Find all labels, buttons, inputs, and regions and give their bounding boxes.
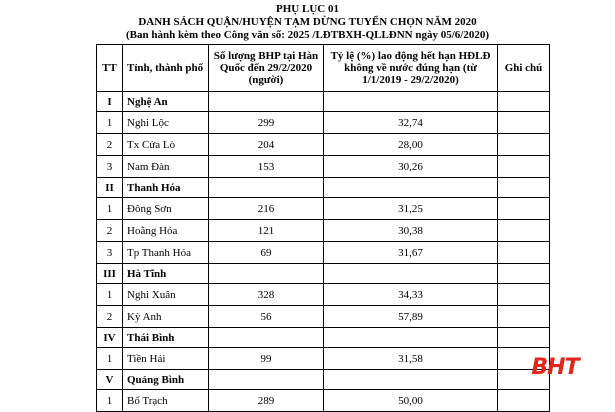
row-rate: 30,38 (324, 220, 498, 242)
group-name: Nghệ An (123, 92, 209, 112)
row-workers: 216 (209, 198, 324, 220)
row-name: Hoằng Hóa (123, 220, 209, 242)
row-tt: 2 (97, 306, 123, 328)
row-tt: 2 (97, 134, 123, 156)
header-workers: Số lượng BHP tại Hàn Quốc đến 29/2/2020 (người) (209, 45, 324, 92)
group-roman: III (97, 264, 123, 284)
group-name: Thanh Hóa (123, 178, 209, 198)
row-workers: 328 (209, 284, 324, 306)
group-roman: II (97, 178, 123, 198)
row-workers: 121 (209, 220, 324, 242)
row-workers: 299 (209, 112, 324, 134)
row-notes (498, 306, 550, 328)
row-tt: 1 (97, 284, 123, 306)
group-roman: I (97, 92, 123, 112)
row-name: Đông Sơn (123, 198, 209, 220)
group-row (97, 264, 550, 284)
group-name: Thái Bình (123, 328, 209, 348)
table-row (97, 198, 550, 220)
group-roman: IV (97, 328, 123, 348)
row-rate: 34,33 (324, 284, 498, 306)
row-tt: 1 (97, 348, 123, 370)
row-workers: 204 (209, 134, 324, 156)
table-row (97, 242, 550, 264)
row-rate: 57,89 (324, 306, 498, 328)
row-tt: 1 (97, 112, 123, 134)
row-workers: 56 (209, 306, 324, 328)
row-tt: 3 (97, 156, 123, 178)
row-workers: 289 (209, 390, 324, 412)
appendix-title: PHỤ LỤC 01 (276, 3, 339, 15)
table-row (97, 390, 550, 412)
group-name: Hà Tĩnh (123, 264, 209, 284)
bht-logo-watermark: BHT (531, 354, 579, 380)
row-name: Tiền Hải (123, 348, 209, 370)
group-row (97, 328, 550, 348)
row-tt: 3 (97, 242, 123, 264)
header-notes: Ghi chú (498, 45, 550, 92)
row-rate: 32,74 (324, 112, 498, 134)
row-notes (498, 220, 550, 242)
group-roman: V (97, 370, 123, 390)
row-workers: 69 (209, 242, 324, 264)
group-row (97, 92, 550, 112)
row-tt: 1 (97, 390, 123, 412)
row-notes (498, 112, 550, 134)
group-row (97, 178, 550, 198)
row-notes (498, 242, 550, 264)
row-notes (498, 284, 550, 306)
row-rate: 31,67 (324, 242, 498, 264)
table-header-row (97, 45, 550, 92)
row-rate: 28,00 (324, 134, 498, 156)
row-rate: 30,26 (324, 156, 498, 178)
table-row (97, 112, 550, 134)
table-row (97, 134, 550, 156)
row-tt: 1 (97, 198, 123, 220)
issuance-note: (Ban hành kèm theo Công văn số: 2025 /LĐTBXH-QLLĐNN ngày 05/6/2020) (125, 29, 490, 41)
document-subtitle: DANH SÁCH QUẬN/HUYỆN TẠM DỪNG TUYỂN CHỌN NĂM 2020 (138, 16, 477, 28)
row-name: Tx Cửa Lò (123, 134, 209, 156)
row-notes (498, 198, 550, 220)
row-rate: 31,25 (324, 198, 498, 220)
table-row (97, 220, 550, 242)
header-province: Tỉnh, thành phố (123, 45, 209, 92)
row-notes (498, 134, 550, 156)
row-name: Nghi Xuân (123, 284, 209, 306)
row-name: Tp Thanh Hóa (123, 242, 209, 264)
row-rate: 50,00 (324, 390, 498, 412)
row-tt: 2 (97, 220, 123, 242)
district-table (96, 44, 550, 412)
row-rate: 31,58 (324, 348, 498, 370)
row-name: Bố Trạch (123, 390, 209, 412)
header-tt: TT (97, 45, 123, 92)
header-rate: Tỷ lệ (%) lao động hết hạn HĐLĐ không về nước đúng hạn (từ 1/1/2019 - 29/2/2020) (324, 45, 498, 92)
row-workers: 153 (209, 156, 324, 178)
row-notes (498, 156, 550, 178)
row-notes (498, 390, 550, 412)
row-name: Nghi Lộc (123, 112, 209, 134)
group-name: Quảng Bình (123, 370, 209, 390)
row-name: Nam Đàn (123, 156, 209, 178)
table-row (97, 284, 550, 306)
row-workers: 99 (209, 348, 324, 370)
group-row (97, 370, 550, 390)
table-row (97, 156, 550, 178)
row-name: Kỳ Anh (123, 306, 209, 328)
table-row (97, 348, 550, 370)
table-row (97, 306, 550, 328)
